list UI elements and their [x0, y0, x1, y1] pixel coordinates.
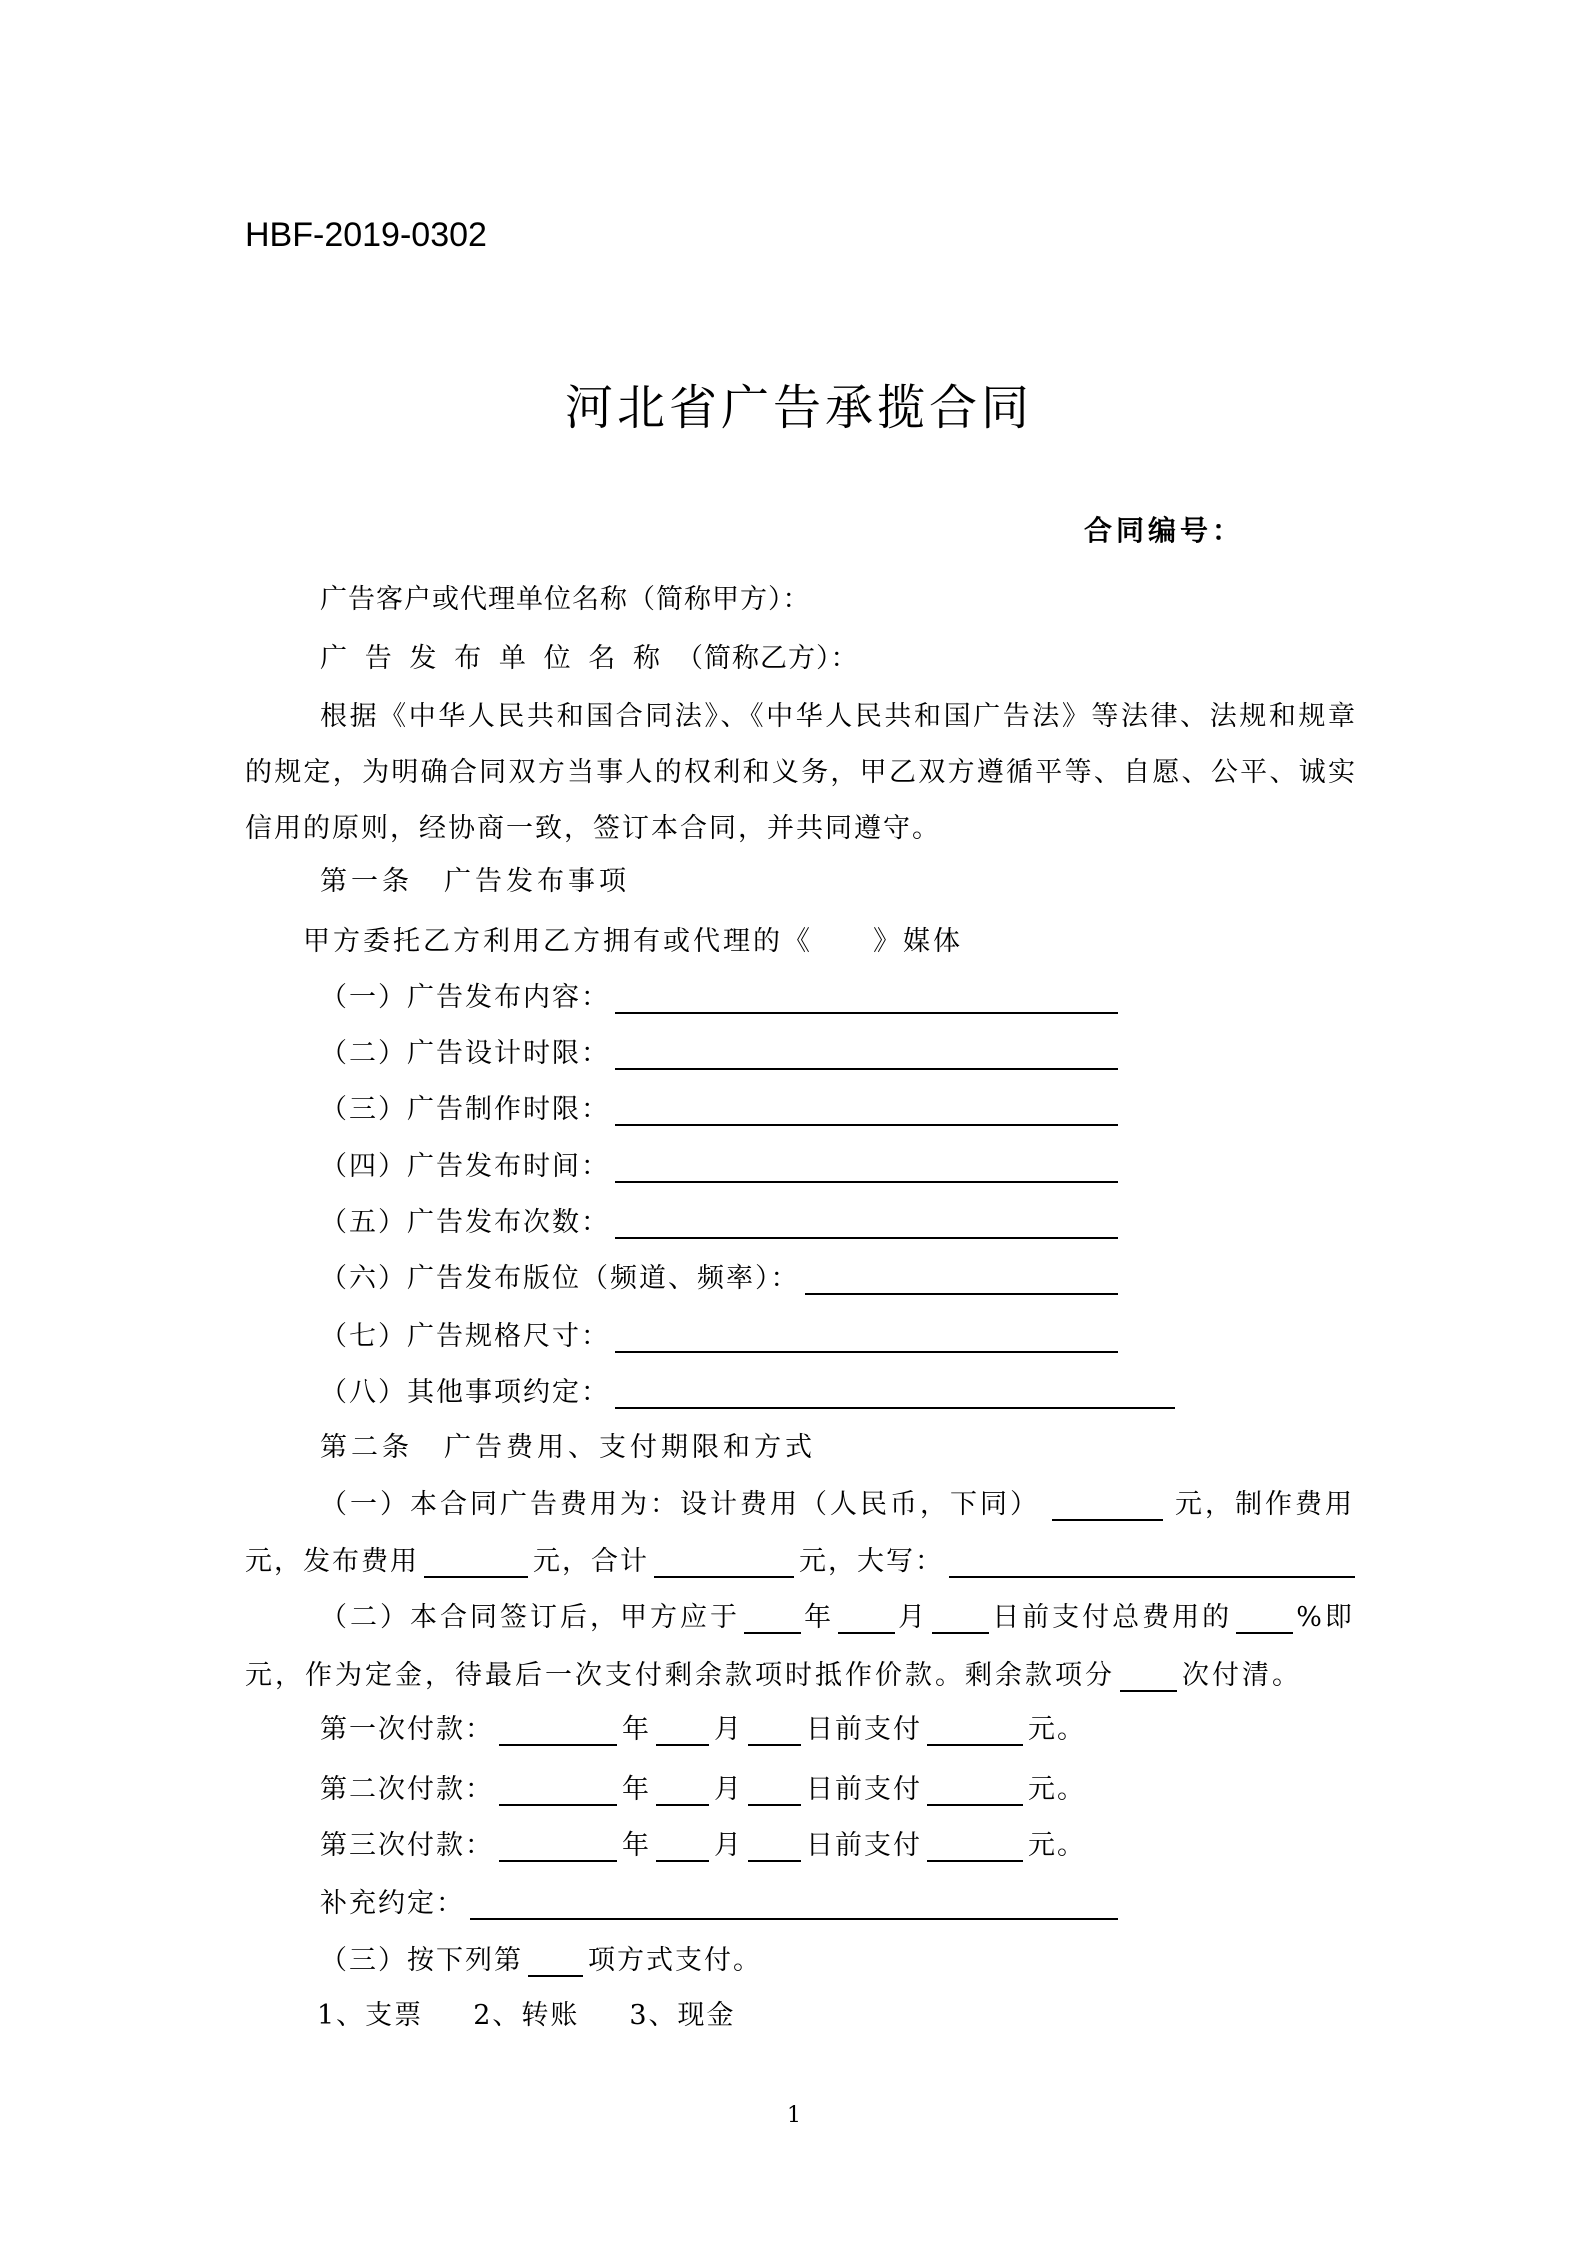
deposit-row-1 — [320, 1598, 1355, 1638]
item-row-production-period — [320, 1090, 1118, 1130]
content-blank — [615, 984, 1118, 1014]
party-b-name-label: 广告发布单位名称 — [320, 643, 660, 674]
article-1-heading: 第一条 广告发布事项 — [320, 866, 630, 897]
payment-method-blank — [528, 1947, 583, 1977]
payment-method-suffix: 项方式支付。 — [588, 1945, 762, 1976]
item-label: （二）广告设计时限： — [320, 1038, 610, 1069]
year-label: 年 — [622, 1714, 651, 1745]
item-label: （七）广告规格尺寸： — [320, 1321, 610, 1352]
installment-label: 第一次付款： — [320, 1714, 494, 1745]
installment-month-blank — [656, 1716, 709, 1746]
party-b-suffix: （简称乙方）： — [676, 643, 859, 674]
amount-in-words-blank — [949, 1548, 1355, 1578]
deposit-intro: （二）本合同签订后，甲方应于 — [320, 1602, 740, 1633]
deposit-year-blank — [744, 1604, 801, 1634]
production-period-blank — [615, 1096, 1118, 1126]
item-row-publish-time — [320, 1147, 1118, 1187]
article-1-intro: 甲方委托乙方利用乙方拥有或代理的《 》媒体 — [303, 926, 963, 957]
percent-label: %即 — [1296, 1602, 1355, 1633]
installment-amount-blank — [927, 1716, 1023, 1746]
year-label: 年 — [622, 1774, 651, 1805]
item-row-publish-count — [320, 1203, 1118, 1243]
payment-option-cash: 3、现金 — [629, 2000, 736, 2031]
installment-year-blank — [499, 1716, 617, 1746]
supplement-label: 补充约定： — [320, 1888, 465, 1919]
month-label: 月 — [714, 1774, 743, 1805]
item-row-placement — [320, 1259, 1118, 1299]
amount-suffix: 元。 — [1028, 1714, 1086, 1745]
preamble-line-1: 根据《中华人民共和国合同法》、《中华人民共和国广告法》等法律、法规和规章 — [320, 701, 1355, 732]
item-row-content — [320, 978, 1118, 1018]
item-row-other — [320, 1373, 1175, 1413]
publish-count-blank — [615, 1209, 1118, 1239]
item-label: （五）广告发布次数： — [320, 1207, 610, 1238]
month-label: 月 — [898, 1602, 929, 1633]
placement-blank — [805, 1265, 1119, 1295]
due-label: 日前支付 — [806, 1774, 922, 1805]
installment-label: 第二次付款： — [320, 1774, 494, 1805]
deposit-note: 元，作为定金，待最后一次支付剩余款项时抵作价款。剩余款项分 — [245, 1660, 1115, 1691]
installment-day-blank — [748, 1832, 801, 1862]
publishing-fee-blank — [424, 1548, 528, 1578]
item-label: （六）广告发布版位（频道、频率）： — [320, 1263, 800, 1294]
contract-title: 河北省广告承揽合同 — [565, 380, 1034, 436]
size-blank — [615, 1323, 1118, 1353]
design-period-blank — [615, 1040, 1118, 1070]
amount-suffix: 元。 — [1028, 1830, 1086, 1861]
item-label: （一）广告发布内容： — [320, 982, 610, 1013]
year-label: 年 — [622, 1830, 651, 1861]
installment-amount-blank — [927, 1776, 1023, 1806]
deposit-percent-blank — [1236, 1604, 1293, 1634]
amount-suffix: 元。 — [1028, 1774, 1086, 1805]
supplement-blank — [470, 1890, 1118, 1920]
total-fee-blank — [654, 1548, 794, 1578]
fees-intro: （一）本合同广告费用为：设计费用（人民币，下同） — [320, 1489, 1040, 1520]
deposit-day-blank — [932, 1604, 989, 1634]
total-fee-label: 元，合计 — [533, 1546, 649, 1577]
due-label: 日前支付 — [806, 1714, 922, 1745]
item-row-design-period — [320, 1034, 1118, 1074]
fees-row-2 — [245, 1542, 1355, 1582]
year-label: 年 — [804, 1602, 835, 1633]
fees-row-1 — [320, 1485, 1355, 1525]
item-row-size — [320, 1317, 1118, 1357]
supplement-row — [320, 1884, 1118, 1924]
production-fee-label: 元，制作费用 — [1175, 1489, 1355, 1520]
installment-row-3 — [320, 1826, 1086, 1866]
payment-option-cheque: 1、支票 — [317, 2000, 424, 2031]
party-a-label: 广告客户或代理单位名称（简称甲方）： — [320, 584, 811, 615]
preamble-line-3: 信用的原则，经协商一致，签订本合同，并共同遵守。 — [245, 813, 941, 844]
installment-day-blank — [748, 1776, 801, 1806]
payment-option-transfer: 2、转账 — [473, 2000, 580, 2031]
design-fee-blank — [1052, 1491, 1163, 1521]
installment-year-blank — [499, 1776, 617, 1806]
share-label: 日前支付总费用的 — [992, 1602, 1233, 1633]
item-label: （三）广告制作时限： — [320, 1094, 610, 1125]
publishing-fee-label: 元，发布费用 — [245, 1546, 419, 1577]
payment-method-row — [320, 1941, 762, 1981]
amount-in-words-label: 元，大写： — [799, 1546, 944, 1577]
installment-label: 第三次付款： — [320, 1830, 494, 1861]
installments-suffix: 次付清。 — [1182, 1660, 1302, 1691]
deposit-row-2 — [245, 1656, 1302, 1696]
installment-year-blank — [499, 1832, 617, 1862]
contract-number-label: 合同编号： — [1084, 514, 1245, 547]
party-b-row — [320, 639, 859, 679]
page-number: 1 — [787, 2103, 801, 2128]
payment-options — [317, 1996, 736, 2036]
item-label: （四）广告发布时间： — [320, 1151, 610, 1182]
installment-month-blank — [656, 1832, 709, 1862]
month-label: 月 — [714, 1830, 743, 1861]
installment-month-blank — [656, 1776, 709, 1806]
publish-time-blank — [615, 1153, 1118, 1183]
installment-row-1 — [320, 1710, 1086, 1750]
article-2-heading: 第二条 广告费用、支付期限和方式 — [320, 1432, 816, 1463]
item-label: （八）其他事项约定： — [320, 1377, 610, 1408]
installment-amount-blank — [927, 1832, 1023, 1862]
installment-row-2 — [320, 1770, 1086, 1810]
deposit-month-blank — [838, 1604, 895, 1634]
preamble-line-2: 的规定，为明确合同双方当事人的权利和义务，甲乙双方遵循平等、自愿、公平、诚实 — [245, 757, 1355, 788]
installment-count-blank — [1120, 1662, 1177, 1692]
due-label: 日前支付 — [806, 1830, 922, 1861]
other-terms-blank — [615, 1379, 1175, 1409]
document-code: HBF-2019-0302 — [245, 216, 487, 254]
installment-day-blank — [748, 1716, 801, 1746]
month-label: 月 — [714, 1714, 743, 1745]
payment-method-intro: （三）按下列第 — [320, 1945, 523, 1976]
